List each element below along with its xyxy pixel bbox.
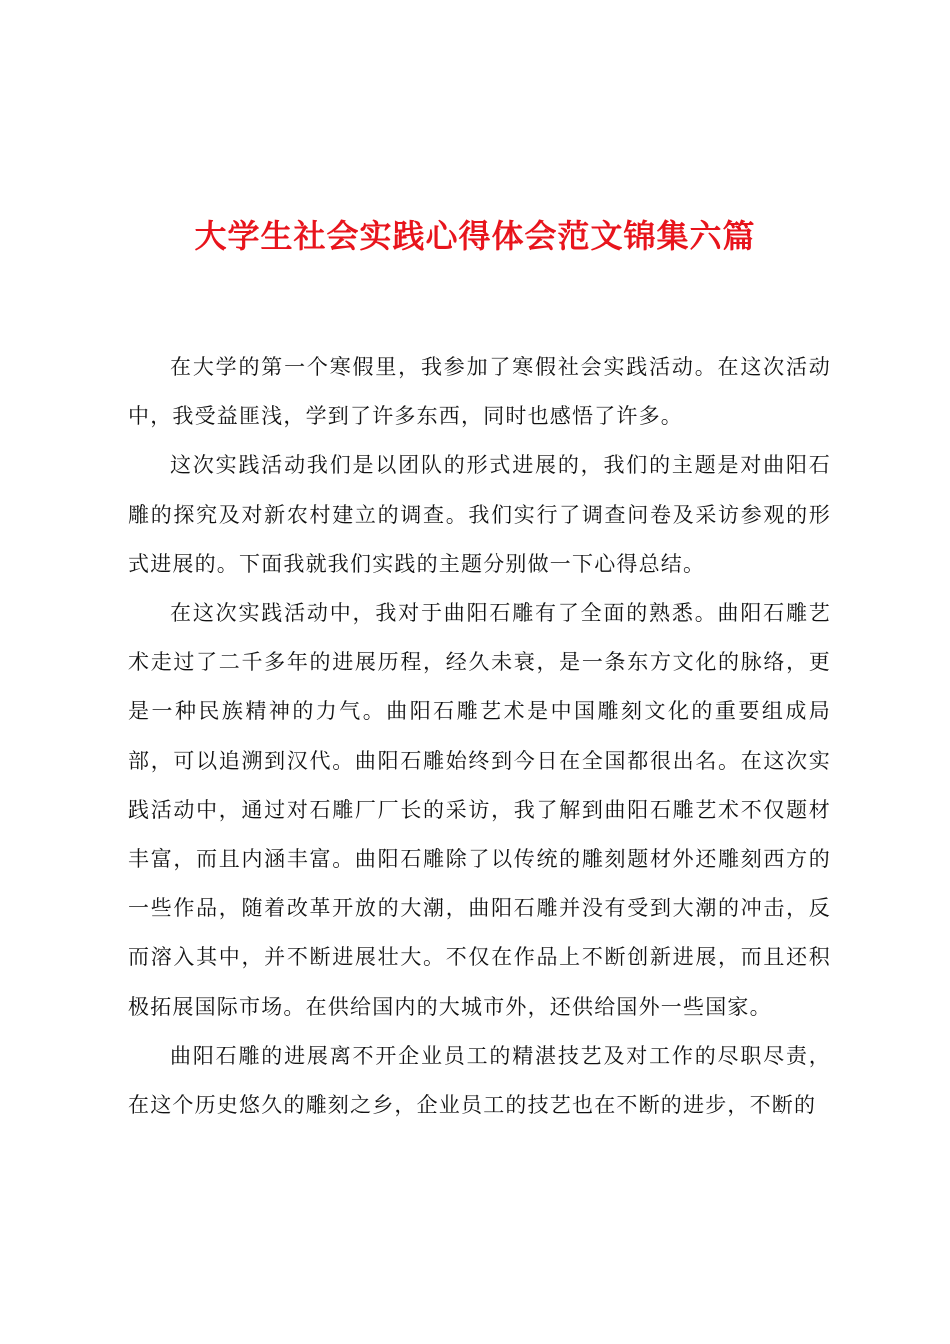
document-title: 大学生社会实践心得体会范文锦集六篇	[194, 217, 756, 255]
paragraph-3: 在这次实践活动中，我对于曲阳石雕有了全面的熟悉。曲阳石雕艺术走过了二千多年的进展历程，经久未衰，是一条东方文化的脉络，更是一种民族精神的力气。曲阳石雕艺术是中国雕刻文化的重要组成局部，可以追溯到汉代。曲阳石雕始终到今日在全国都很出名。在这次实践活动中，通过对石雕厂厂长的采访，我了解到曲阳石雕艺术不仅题材丰富，而且内涵丰富。曲阳石雕除了以传统的雕刻题材外还雕刻西方的一些作品，随着改革开放的大潮，曲阳石雕并没有受到大潮的冲击，反而溶入其中，并不断进展壮大。不仅在作品上不断创新进展，而且还积极拓展国际市场。在供给国内的大城市外，还供给国外一些国家。	[128, 601, 831, 1019]
paragraph-4: 曲阳石雕的进展离不开企业员工的精湛技艺及对工作的尽职尽责，在这个历史悠久的雕刻之乡，企业员工的技艺也在不断的进步，不断的	[128, 1043, 831, 1118]
paragraph-1: 在大学的第一个寒假里，我参加了寒假社会实践活动。在这次活动中，我受益匪浅，学到了许多东西，同时也感悟了许多。	[128, 355, 831, 429]
paragraph-2: 这次实践活动我们是以团队的形式进展的，我们的主题是对曲阳石雕的探究及对新农村建立的调查。我们实行了调查问卷及采访参观的形式进展的。下面我就我们实践的主题分别做一下心得总结。	[128, 453, 831, 576]
document-body	[128, 343, 831, 1130]
